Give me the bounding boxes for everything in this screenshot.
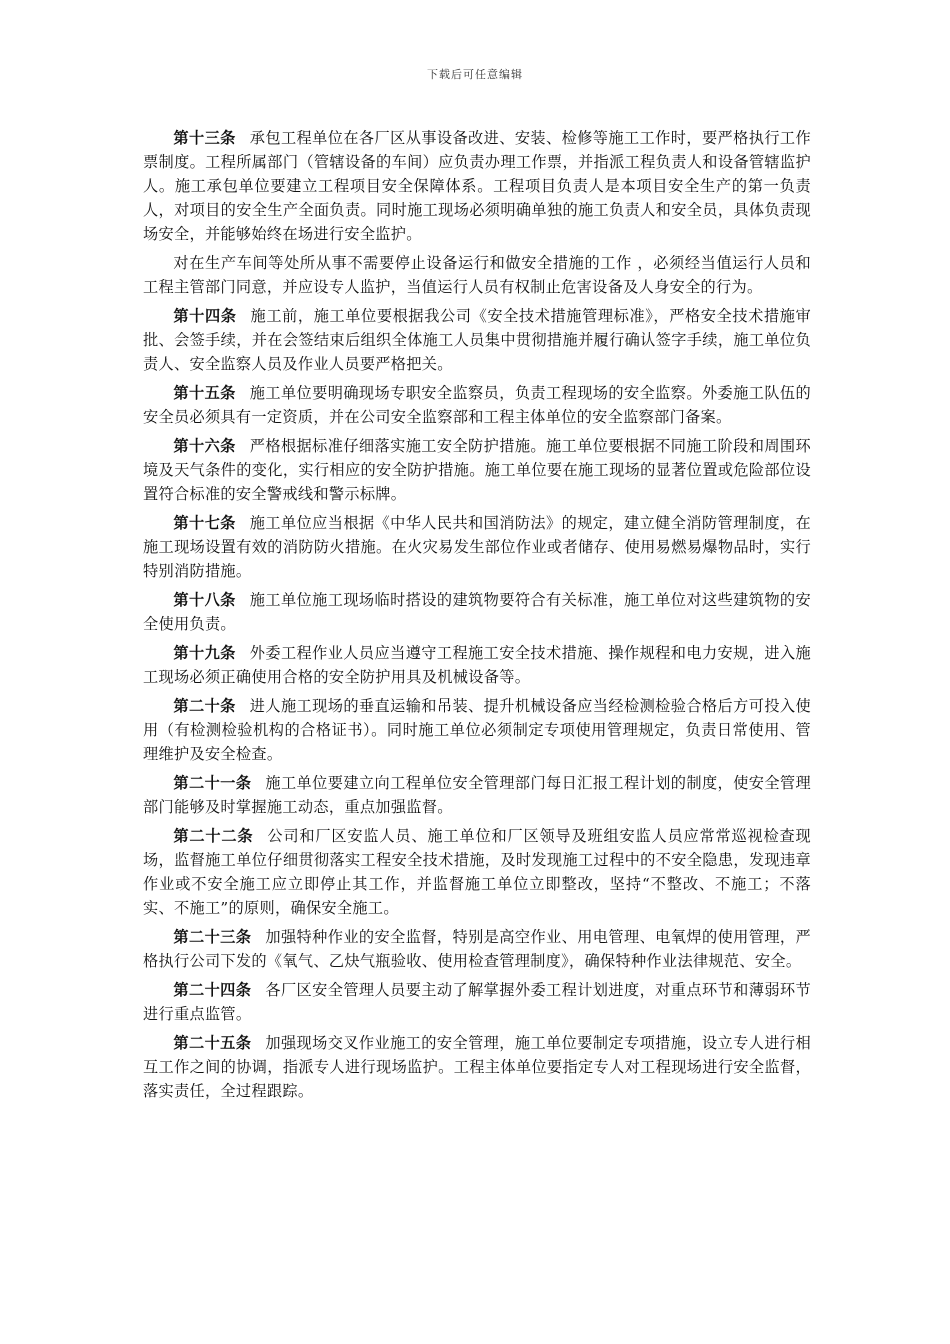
article-text: 严格根据标准仔细落实施工安全防护措施。施工单位要根据不同施工阶段和周围环境及天气条件的变化，实行相应的安全防护措施。施工单位要在施工现场的显著位置或危险部位设置符合标准的安全警戒线和警示标牌。 (143, 437, 811, 503)
article-17-paragraph (143, 511, 811, 583)
article-number: 第二十二条 (173, 827, 254, 845)
document-body (143, 126, 811, 1108)
article-text: 施工单位施工现场临时搭设的建筑物要符合有关标准，施工单位对这些建筑物的安全使用负责。 (143, 591, 811, 633)
supplementary-paragraph (143, 251, 811, 299)
article-13-paragraph (143, 126, 811, 246)
article-text: 进人施工现场的垂直运输和吊装、提升机械设备应当经检测检验合格后方可投入使用（有检测检验机构的合格证书）。同时施工单位必须制定专项使用管理规定，负责日常使用、管理维护及安全检查。 (143, 697, 811, 763)
article-text: 各厂区安全管理人员要主动了解掌握外委工程计划进度，对重点环节和薄弱环节进行重点监管。 (143, 981, 812, 1023)
article-text: 承包工程单位在各厂区从事设备改进、安装、检修等施工工作时，要严格执行工作票制度。工程所属部门（管辖设备的车间）应负责办理工作票，并指派工程负责人和设备管辖监护人。施工承包单位要建立工程项目安全保障体系。工程项目负责人是本项目安全生产的第一负责人，对项目的安全生产全面负责。同时施工现场必须明确单独的施工负责人和安全员，具体负责现场安全，并能够始终在场进行安全监护。 (143, 129, 811, 243)
article-number: 第十五条 (173, 384, 236, 402)
article-text: 施工单位要建立向工程单位安全管理部门每日汇报工程计划的制度，使安全管理部门能够及时掌握施工动态，重点加强监督。 (143, 774, 812, 816)
article-text: 外委工程作业人员应当遵守工程施工安全技术措施、操作规程和电力安规，进入施工现场必须正确使用合格的安全防护用具及机械设备等。 (143, 644, 811, 686)
article-number: 第十六条 (173, 437, 236, 455)
article-23-paragraph (143, 925, 811, 973)
article-number: 第二十一条 (173, 774, 252, 792)
article-21-paragraph (143, 771, 811, 819)
article-text: 施工单位要明确现场专职安全监察员，负责工程现场的安全监察。外委施工队伍的安全员必须具有一定资质，并在公司安全监察部和工程主体单位的安全监察部门备案。 (143, 384, 811, 426)
article-text: 施工单位应当根据《中华人民共和国消防法》的规定，建立健全消防管理制度，在施工现场设置有效的消防防火措施。在火灾易发生部位作业或者储存、使用易燃易爆物品时，实行特别消防措施。 (143, 514, 811, 580)
article-number: 第十八条 (173, 591, 236, 609)
article-number: 第二十五条 (173, 1034, 252, 1052)
article-number: 第十四条 (173, 307, 237, 325)
article-15-paragraph (143, 381, 811, 429)
article-number: 第二十四条 (173, 981, 252, 999)
article-text: 加强现场交叉作业施工的安全管理，施工单位要制定专项措施，设立专人进行相互工作之间的协调，指派专人进行现场监护。工程主体单位要指定专人对工程现场进行安全监督，落实责任，全过程跟踪。 (143, 1034, 812, 1100)
article-text: 加强特种作业的安全监督，特别是高空作业、用电管理、电氧焊的使用管理，严格执行公司下发的《氧气、乙炔气瓶验收、使用检查管理制度》，确保特种作业法律规范、安全。 (143, 928, 812, 970)
article-20-paragraph (143, 694, 811, 766)
paragraph-text: 对在生产车间等处所从事不需要停止设备运行和做安全措施的工作 ，必须经当值运行人员和工程主管部门同意，并应设专人监护，当值运行人员有权制止危害设备及人身安全的行为。 (143, 254, 811, 296)
article-text: 施工前，施工单位要根据我公司《安全技术措施管理标准》，严格安全技术措施审批、会签手续，并在会签结束后组织全体施工人员集中贯彻措施并履行确认签字手续，施工单位负责人、安全监察人员及作业人员要严格把关。 (143, 307, 811, 373)
article-16-paragraph (143, 434, 811, 506)
article-number: 第二十条 (173, 697, 236, 715)
article-number: 第十三条 (173, 129, 236, 147)
article-22-paragraph (143, 824, 811, 920)
article-14-paragraph (143, 304, 811, 376)
article-18-paragraph (143, 588, 811, 636)
article-24-paragraph (143, 978, 811, 1026)
article-number: 第十七条 (173, 514, 236, 532)
article-number: 第十九条 (173, 644, 236, 662)
article-25-paragraph (143, 1031, 811, 1103)
article-text: 公司和厂区安监人员、施工单位和厂区领导及班组安监人员应常常巡视检查现场，监督施工单位仔细贯彻落实工程安全技术措施，及时发现施工过程中的不安全隐患，发现违章作业或不安全施工应立即停止其工作，并监督施工单位立即整改，坚持“不整改、不施工；不落实、不施工”的原则，确保安全施工。 (143, 827, 811, 917)
article-19-paragraph (143, 641, 811, 689)
article-number: 第二十三条 (173, 928, 252, 946)
page-header: 下载后可任意编辑 (427, 68, 523, 81)
